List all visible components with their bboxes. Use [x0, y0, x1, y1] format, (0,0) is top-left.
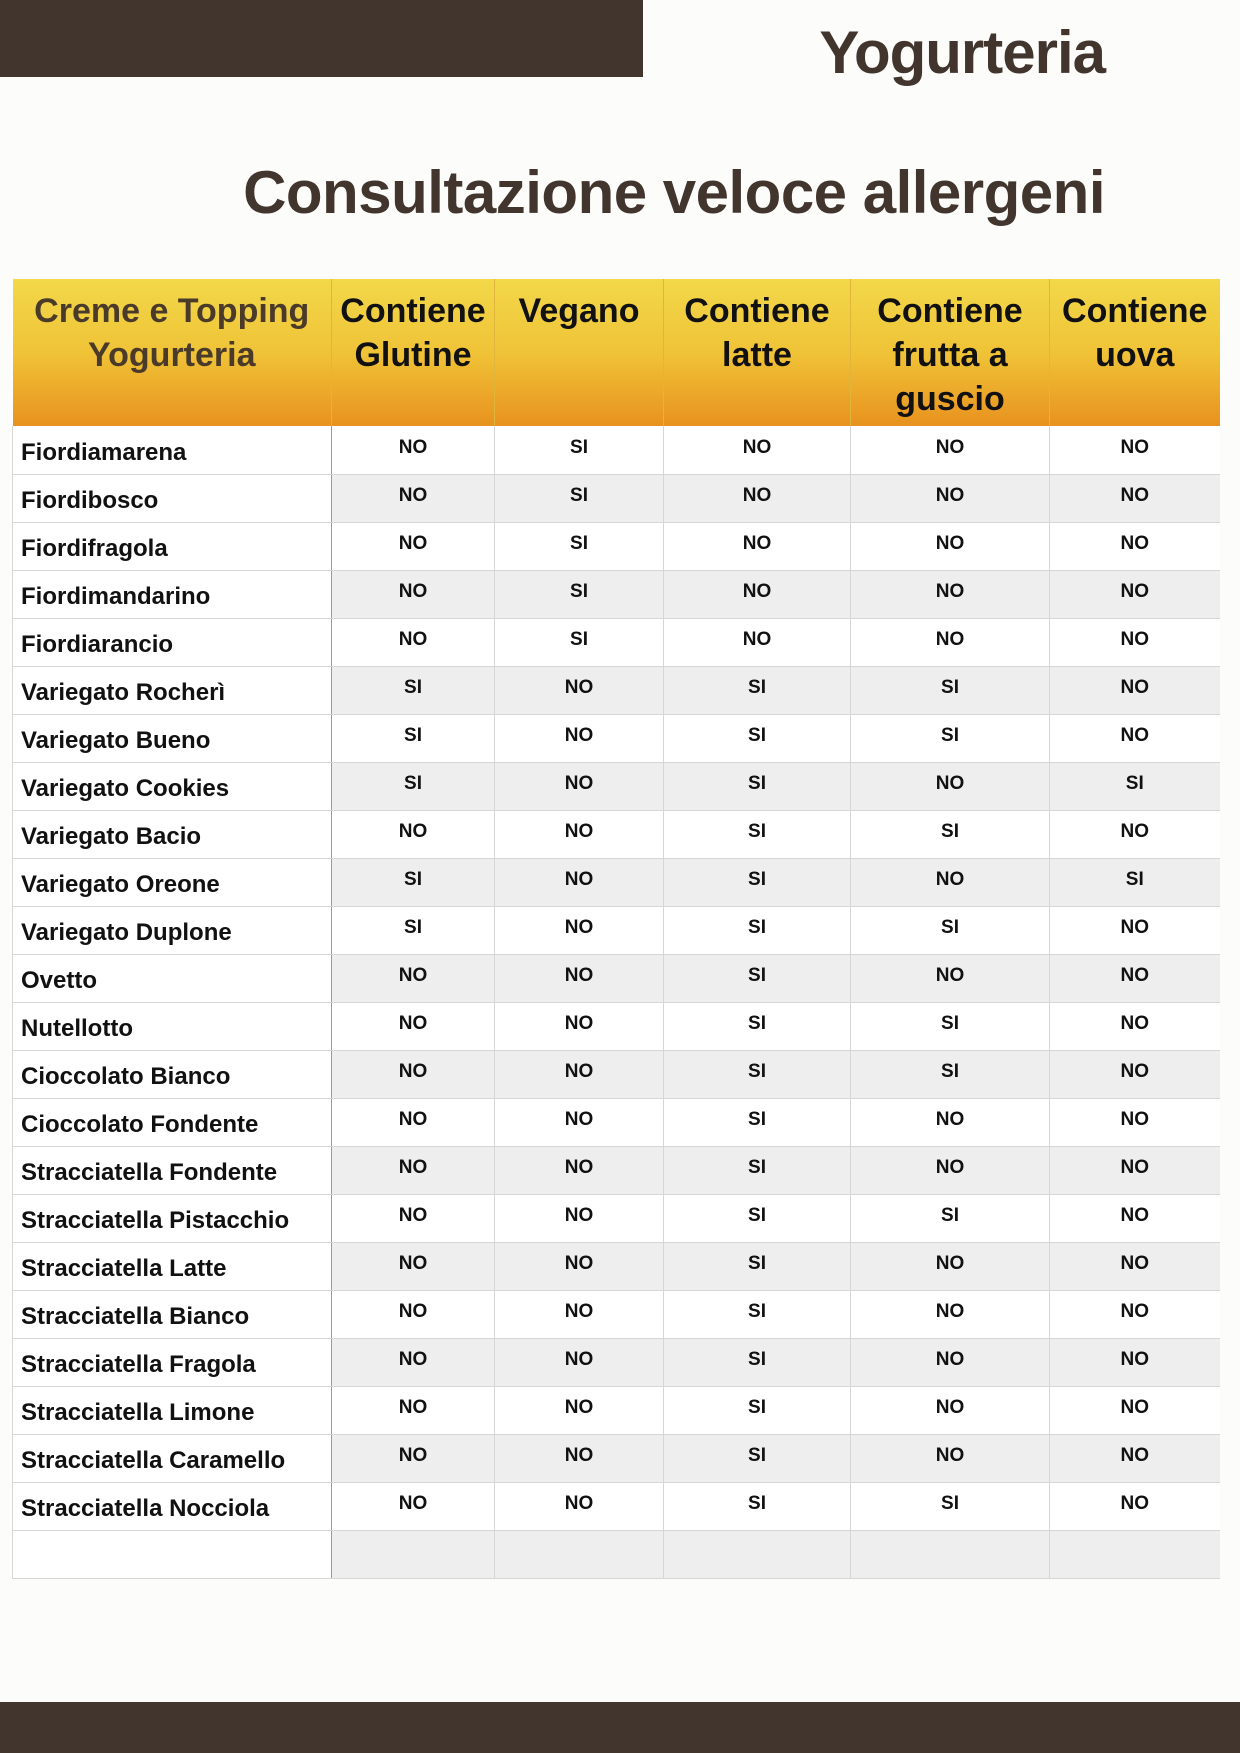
allergen-value-cell: NO — [664, 522, 851, 570]
allergen-value-cell: SI — [851, 810, 1050, 858]
allergen-value-cell: NO — [1050, 666, 1220, 714]
table-row — [13, 666, 1220, 714]
allergen-value-cell: NO — [495, 1338, 664, 1386]
allergen-value-cell: SI — [332, 858, 495, 906]
allergen-value-cell: SI — [495, 474, 664, 522]
allergen-value-cell: NO — [495, 666, 664, 714]
table-header-row — [13, 279, 1220, 426]
product-name-cell: Variegato Cookies — [13, 762, 332, 810]
allergen-value-cell: NO — [1050, 954, 1220, 1002]
allergen-value-cell: NO — [1050, 474, 1220, 522]
allergen-value-cell: NO — [1050, 1002, 1220, 1050]
table-row — [13, 954, 1220, 1002]
allergen-value-cell: NO — [851, 762, 1050, 810]
allergen-value-cell: NO — [332, 426, 495, 474]
allergen-value-cell: SI — [495, 570, 664, 618]
allergen-value-cell: NO — [1050, 714, 1220, 762]
allergen-value-cell: NO — [495, 1242, 664, 1290]
product-name-cell: Variegato Bueno — [13, 714, 332, 762]
allergen-value-cell: SI — [851, 1482, 1050, 1530]
allergen-value-cell: NO — [332, 1386, 495, 1434]
allergen-value-cell: SI — [664, 858, 851, 906]
product-name-cell: Stracciatella Latte — [13, 1242, 332, 1290]
column-header-vegan: Vegano — [495, 279, 664, 426]
allergen-value-cell: NO — [332, 1338, 495, 1386]
column-header-milk: Contiene latte — [664, 279, 851, 426]
product-name-cell: Fiordifragola — [13, 522, 332, 570]
allergen-value-cell: NO — [1050, 618, 1220, 666]
allergen-value-cell: NO — [1050, 1338, 1220, 1386]
allergen-value-cell: NO — [664, 426, 851, 474]
allergen-value-cell: NO — [332, 1482, 495, 1530]
allergen-value-cell: NO — [851, 1242, 1050, 1290]
product-name-cell: Stracciatella Bianco — [13, 1290, 332, 1338]
allergen-value-cell: NO — [851, 1146, 1050, 1194]
allergen-value-cell: SI — [664, 1434, 851, 1482]
allergen-value-cell: NO — [495, 714, 664, 762]
allergen-value-cell: SI — [332, 906, 495, 954]
header-bar — [0, 0, 643, 77]
allergen-value-cell: NO — [495, 954, 664, 1002]
allergen-value-cell: NO — [495, 1482, 664, 1530]
table-row — [13, 1338, 1220, 1386]
product-name-cell — [13, 1530, 332, 1578]
table-row — [13, 474, 1220, 522]
allergen-value-cell: NO — [1050, 810, 1220, 858]
product-name-cell: Variegato Oreone — [13, 858, 332, 906]
allergen-value-cell: NO — [1050, 906, 1220, 954]
allergen-value-cell: NO — [1050, 1050, 1220, 1098]
allergen-value-cell: SI — [664, 954, 851, 1002]
table-body — [13, 426, 1220, 1578]
allergen-value-cell: SI — [851, 666, 1050, 714]
table-row — [13, 1386, 1220, 1434]
allergen-value-cell: NO — [332, 474, 495, 522]
allergen-value-cell: NO — [664, 570, 851, 618]
product-name-cell: Cioccolato Bianco — [13, 1050, 332, 1098]
allergen-value-cell: NO — [495, 1146, 664, 1194]
allergen-value-cell: SI — [332, 714, 495, 762]
allergen-value-cell: SI — [664, 714, 851, 762]
allergen-value-cell: NO — [495, 1098, 664, 1146]
table-row — [13, 618, 1220, 666]
product-name-cell: Fiordimandarino — [13, 570, 332, 618]
allergen-value-cell: NO — [1050, 1386, 1220, 1434]
allergen-value-cell: SI — [495, 618, 664, 666]
allergen-value-cell: SI — [851, 1050, 1050, 1098]
product-name-cell: Fiordibosco — [13, 474, 332, 522]
allergen-value-cell: NO — [495, 1194, 664, 1242]
allergen-value-cell: NO — [495, 1386, 664, 1434]
allergen-value-cell: NO — [664, 474, 851, 522]
table-row — [13, 1242, 1220, 1290]
product-name-cell: Cioccolato Fondente — [13, 1098, 332, 1146]
allergen-value-cell: NO — [495, 858, 664, 906]
product-name-cell: Variegato Duplone — [13, 906, 332, 954]
allergen-value-cell: NO — [332, 1002, 495, 1050]
allergen-value-cell: SI — [664, 1386, 851, 1434]
table-row — [13, 1434, 1220, 1482]
page-title: Consultazione veloce allergeni — [243, 159, 1105, 226]
allergen-value-cell: NO — [1050, 522, 1220, 570]
allergen-value-cell: NO — [1050, 1098, 1220, 1146]
product-name-cell: Nutellotto — [13, 1002, 332, 1050]
allergen-value-cell: NO — [851, 954, 1050, 1002]
allergen-value-cell: SI — [664, 666, 851, 714]
table-row — [13, 906, 1220, 954]
allergen-value-cell: NO — [332, 570, 495, 618]
allergen-value-cell: SI — [664, 906, 851, 954]
table-row — [13, 1482, 1220, 1530]
allergen-value-cell: SI — [664, 1338, 851, 1386]
column-header-eggs: Contiene uova — [1050, 279, 1220, 426]
allergen-value-cell: SI — [332, 666, 495, 714]
allergen-value-cell: SI — [664, 1290, 851, 1338]
allergen-value-cell: NO — [1050, 570, 1220, 618]
allergen-value-cell: NO — [332, 618, 495, 666]
allergen-value-cell: NO — [851, 474, 1050, 522]
table-row — [13, 1194, 1220, 1242]
allergen-value-cell: NO — [1050, 426, 1220, 474]
table-row — [13, 1098, 1220, 1146]
allergen-value-cell: SI — [664, 1098, 851, 1146]
allergen-value-cell — [664, 1530, 851, 1578]
allergen-value-cell — [495, 1530, 664, 1578]
allergen-value-cell: NO — [495, 1050, 664, 1098]
allergen-value-cell — [1050, 1530, 1220, 1578]
allergen-value-cell: NO — [332, 522, 495, 570]
product-name-cell: Stracciatella Pistacchio — [13, 1194, 332, 1242]
allergen-value-cell: NO — [1050, 1434, 1220, 1482]
table-row — [13, 522, 1220, 570]
allergen-value-cell: SI — [851, 1002, 1050, 1050]
table-row — [13, 1002, 1220, 1050]
product-name-cell: Stracciatella Fondente — [13, 1146, 332, 1194]
allergen-value-cell: SI — [664, 1146, 851, 1194]
table-row — [13, 1050, 1220, 1098]
allergen-value-cell — [332, 1530, 495, 1578]
allergen-value-cell: SI — [851, 906, 1050, 954]
allergen-value-cell: NO — [332, 1242, 495, 1290]
allergen-value-cell: SI — [851, 714, 1050, 762]
product-name-cell: Fiordiamarena — [13, 426, 332, 474]
allergen-value-cell: SI — [664, 1242, 851, 1290]
allergen-value-cell: NO — [1050, 1482, 1220, 1530]
allergen-value-cell: SI — [1050, 762, 1220, 810]
allergen-value-cell: NO — [332, 954, 495, 1002]
allergen-value-cell: NO — [851, 618, 1050, 666]
column-header-gluten: Contiene Glutine — [332, 279, 495, 426]
product-name-cell: Stracciatella Caramello — [13, 1434, 332, 1482]
table-row — [13, 1146, 1220, 1194]
table-row — [13, 1290, 1220, 1338]
allergen-value-cell: NO — [664, 618, 851, 666]
allergen-value-cell: NO — [495, 1434, 664, 1482]
allergen-value-cell: NO — [1050, 1290, 1220, 1338]
allergen-value-cell: SI — [495, 522, 664, 570]
allergen-value-cell: NO — [851, 1290, 1050, 1338]
footer-bar — [0, 1702, 1240, 1753]
allergen-value-cell: NO — [495, 1290, 664, 1338]
allergen-value-cell: SI — [851, 1194, 1050, 1242]
table-row — [13, 714, 1220, 762]
allergen-value-cell: SI — [664, 810, 851, 858]
allergen-value-cell: NO — [332, 1098, 495, 1146]
allergen-value-cell: NO — [332, 1146, 495, 1194]
product-name-cell: Stracciatella Limone — [13, 1386, 332, 1434]
table-row — [13, 426, 1220, 474]
allergen-value-cell: NO — [332, 1194, 495, 1242]
allergen-value-cell: NO — [332, 1290, 495, 1338]
product-name-cell: Variegato Rocherì — [13, 666, 332, 714]
allergen-value-cell: NO — [495, 906, 664, 954]
allergen-value-cell: NO — [332, 1050, 495, 1098]
product-name-cell: Stracciatella Nocciola — [13, 1482, 332, 1530]
allergen-value-cell: NO — [1050, 1146, 1220, 1194]
allergen-value-cell: SI — [332, 762, 495, 810]
allergen-value-cell: SI — [664, 1194, 851, 1242]
table-row — [13, 762, 1220, 810]
brand-title: Yogurteria — [819, 19, 1105, 86]
product-name-cell: Variegato Bacio — [13, 810, 332, 858]
allergen-value-cell: NO — [851, 1098, 1050, 1146]
allergen-value-cell: SI — [664, 1050, 851, 1098]
allergen-value-cell: NO — [332, 810, 495, 858]
allergen-value-cell: NO — [851, 1338, 1050, 1386]
allergen-value-cell: NO — [851, 570, 1050, 618]
allergen-value-cell: SI — [1050, 858, 1220, 906]
column-header-nuts: Contiene frutta a guscio — [851, 279, 1050, 426]
table-row — [13, 810, 1220, 858]
table-row — [13, 1530, 1220, 1578]
allergen-value-cell: NO — [851, 426, 1050, 474]
table-row — [13, 858, 1220, 906]
allergen-value-cell: SI — [664, 1002, 851, 1050]
allergen-value-cell: SI — [495, 426, 664, 474]
allergen-value-cell: NO — [851, 858, 1050, 906]
table-row — [13, 570, 1220, 618]
allergen-value-cell: NO — [851, 1386, 1050, 1434]
allergen-value-cell: NO — [851, 522, 1050, 570]
allergen-value-cell: NO — [1050, 1242, 1220, 1290]
product-name-cell: Fiordiarancio — [13, 618, 332, 666]
product-name-cell: Ovetto — [13, 954, 332, 1002]
allergen-value-cell — [851, 1530, 1050, 1578]
allergen-value-cell: SI — [664, 762, 851, 810]
allergen-value-cell: NO — [495, 762, 664, 810]
allergen-value-cell: NO — [332, 1434, 495, 1482]
allergen-value-cell: NO — [1050, 1194, 1220, 1242]
allergen-value-cell: NO — [851, 1434, 1050, 1482]
allergen-value-cell: NO — [495, 1002, 664, 1050]
allergen-table — [12, 279, 1220, 1579]
allergen-value-cell: SI — [664, 1482, 851, 1530]
product-name-cell: Stracciatella Fragola — [13, 1338, 332, 1386]
column-header-product: Creme e Topping Yogurteria — [13, 279, 332, 426]
allergen-value-cell: NO — [495, 810, 664, 858]
